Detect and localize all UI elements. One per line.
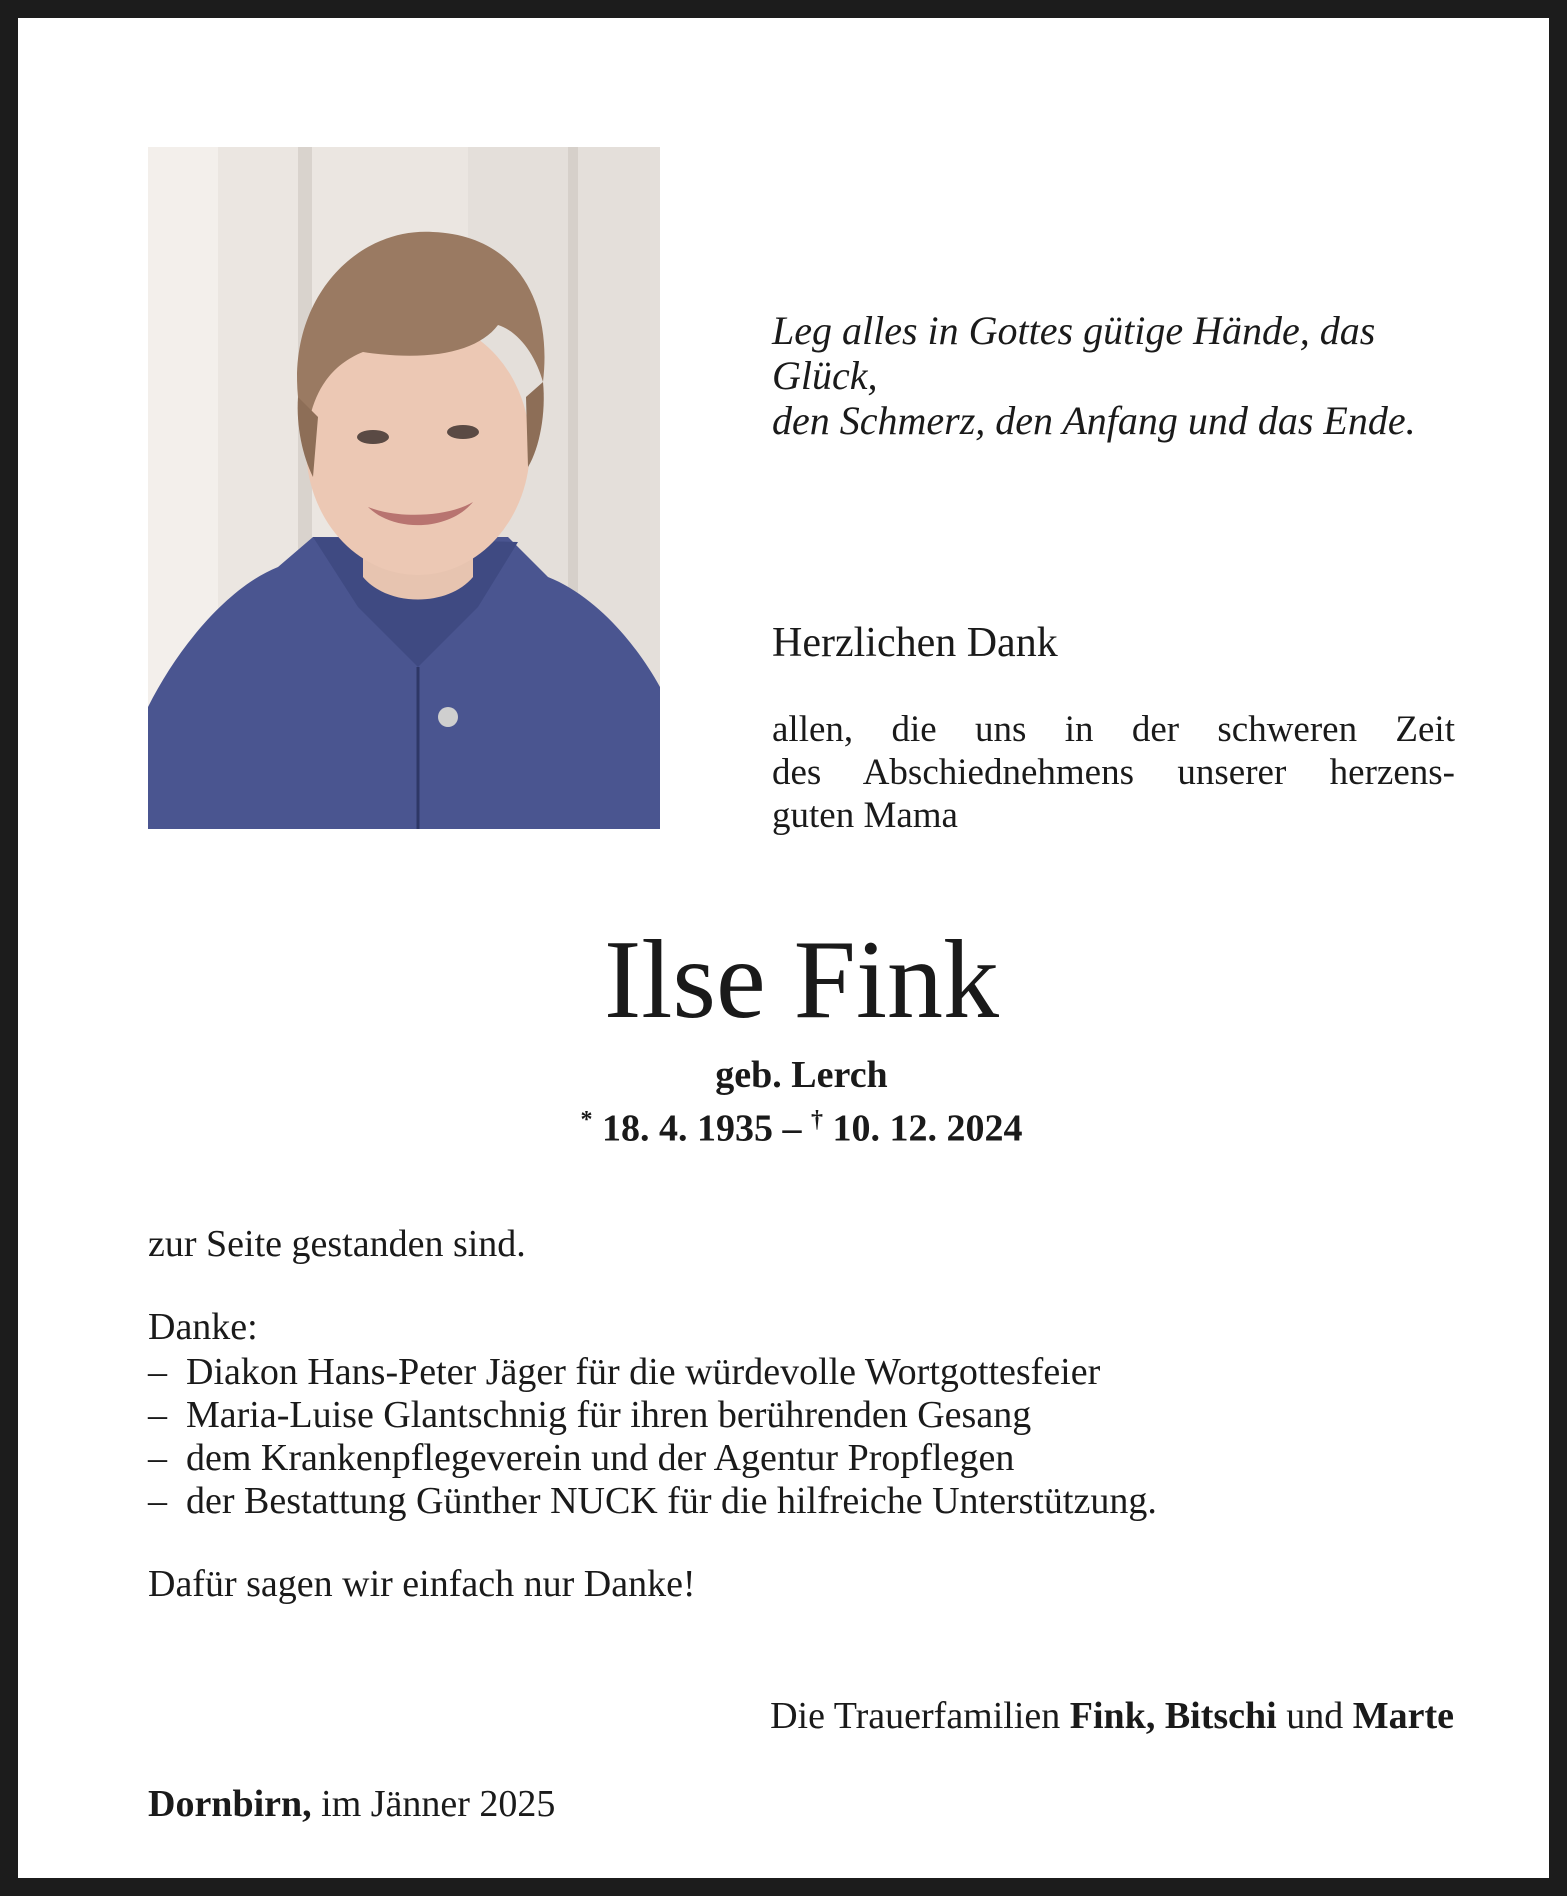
motto-line-2: den Schmerz, den Anfang und das Ende. (772, 398, 1416, 443)
family-name-3: Marte (1352, 1695, 1454, 1737)
list-item (148, 1394, 1458, 1437)
signature-connector: und (1286, 1695, 1344, 1737)
continuation-line: zur Seite gestanden sind. (148, 1223, 526, 1265)
life-dates (18, 1098, 1567, 1151)
closing-line: Dafür sagen wir einfach nur Danke! (148, 1563, 696, 1605)
date-separator: – (782, 1107, 802, 1150)
intro-line-1: allen, die uns in der schweren Zeit (772, 709, 1455, 750)
list-marker: – (148, 1437, 167, 1479)
death-symbol: † (811, 1107, 823, 1133)
list-item (148, 1437, 1458, 1480)
thanks-heading: Herzlichen Dank (772, 620, 1058, 666)
list-item-text: Maria-Luise Glantschnig für ihren berührenden Gesang (186, 1394, 1032, 1436)
signature (148, 1694, 1454, 1738)
list-marker: – (148, 1351, 167, 1393)
danke-label: Danke: (148, 1306, 258, 1348)
portrait-illustration (148, 147, 660, 829)
intro-text (772, 708, 1455, 837)
list-marker: – (148, 1480, 167, 1522)
portrait-photo (148, 147, 660, 829)
intro-line-3: guten Mama (772, 795, 958, 836)
place-city: Dornbirn, (148, 1783, 312, 1825)
death-date: 10. 12. 2024 (832, 1107, 1023, 1150)
body-text (148, 1223, 1458, 1606)
list-item-text: dem Krankenpflegeverein und der Agentur Propflegen (186, 1437, 1015, 1479)
intro-line-2: des Abschiednehmens unserer herzens- (772, 752, 1455, 793)
signature-prefix: Die Trauerfamilien (770, 1695, 1061, 1737)
family-name-1: Fink, (1069, 1695, 1156, 1737)
motto-line-1: Leg alles in Gottes gütige Hände, das Glück, (772, 308, 1376, 398)
maiden-name: geb. Lerch (715, 1054, 888, 1096)
family-name-2: Bitschi (1164, 1695, 1277, 1737)
list-item (148, 1480, 1458, 1523)
place-date (148, 1782, 555, 1826)
list-marker: – (148, 1394, 167, 1436)
motto-quote (772, 308, 1457, 443)
birth-symbol: * (580, 1107, 593, 1133)
list-item (148, 1351, 1458, 1394)
list-item-text: der Bestattung Günther NUCK für die hilfreiche Unterstützung. (186, 1480, 1157, 1522)
deceased-name: Ilse Fink (603, 918, 1000, 1042)
birth-date: 18. 4. 1935 (602, 1107, 773, 1150)
list-item-text: Diakon Hans-Peter Jäger für die würdevolle Wortgottesfeier (186, 1351, 1101, 1393)
thanks-list (148, 1351, 1458, 1523)
place-date-text: im Jänner 2025 (321, 1783, 556, 1825)
